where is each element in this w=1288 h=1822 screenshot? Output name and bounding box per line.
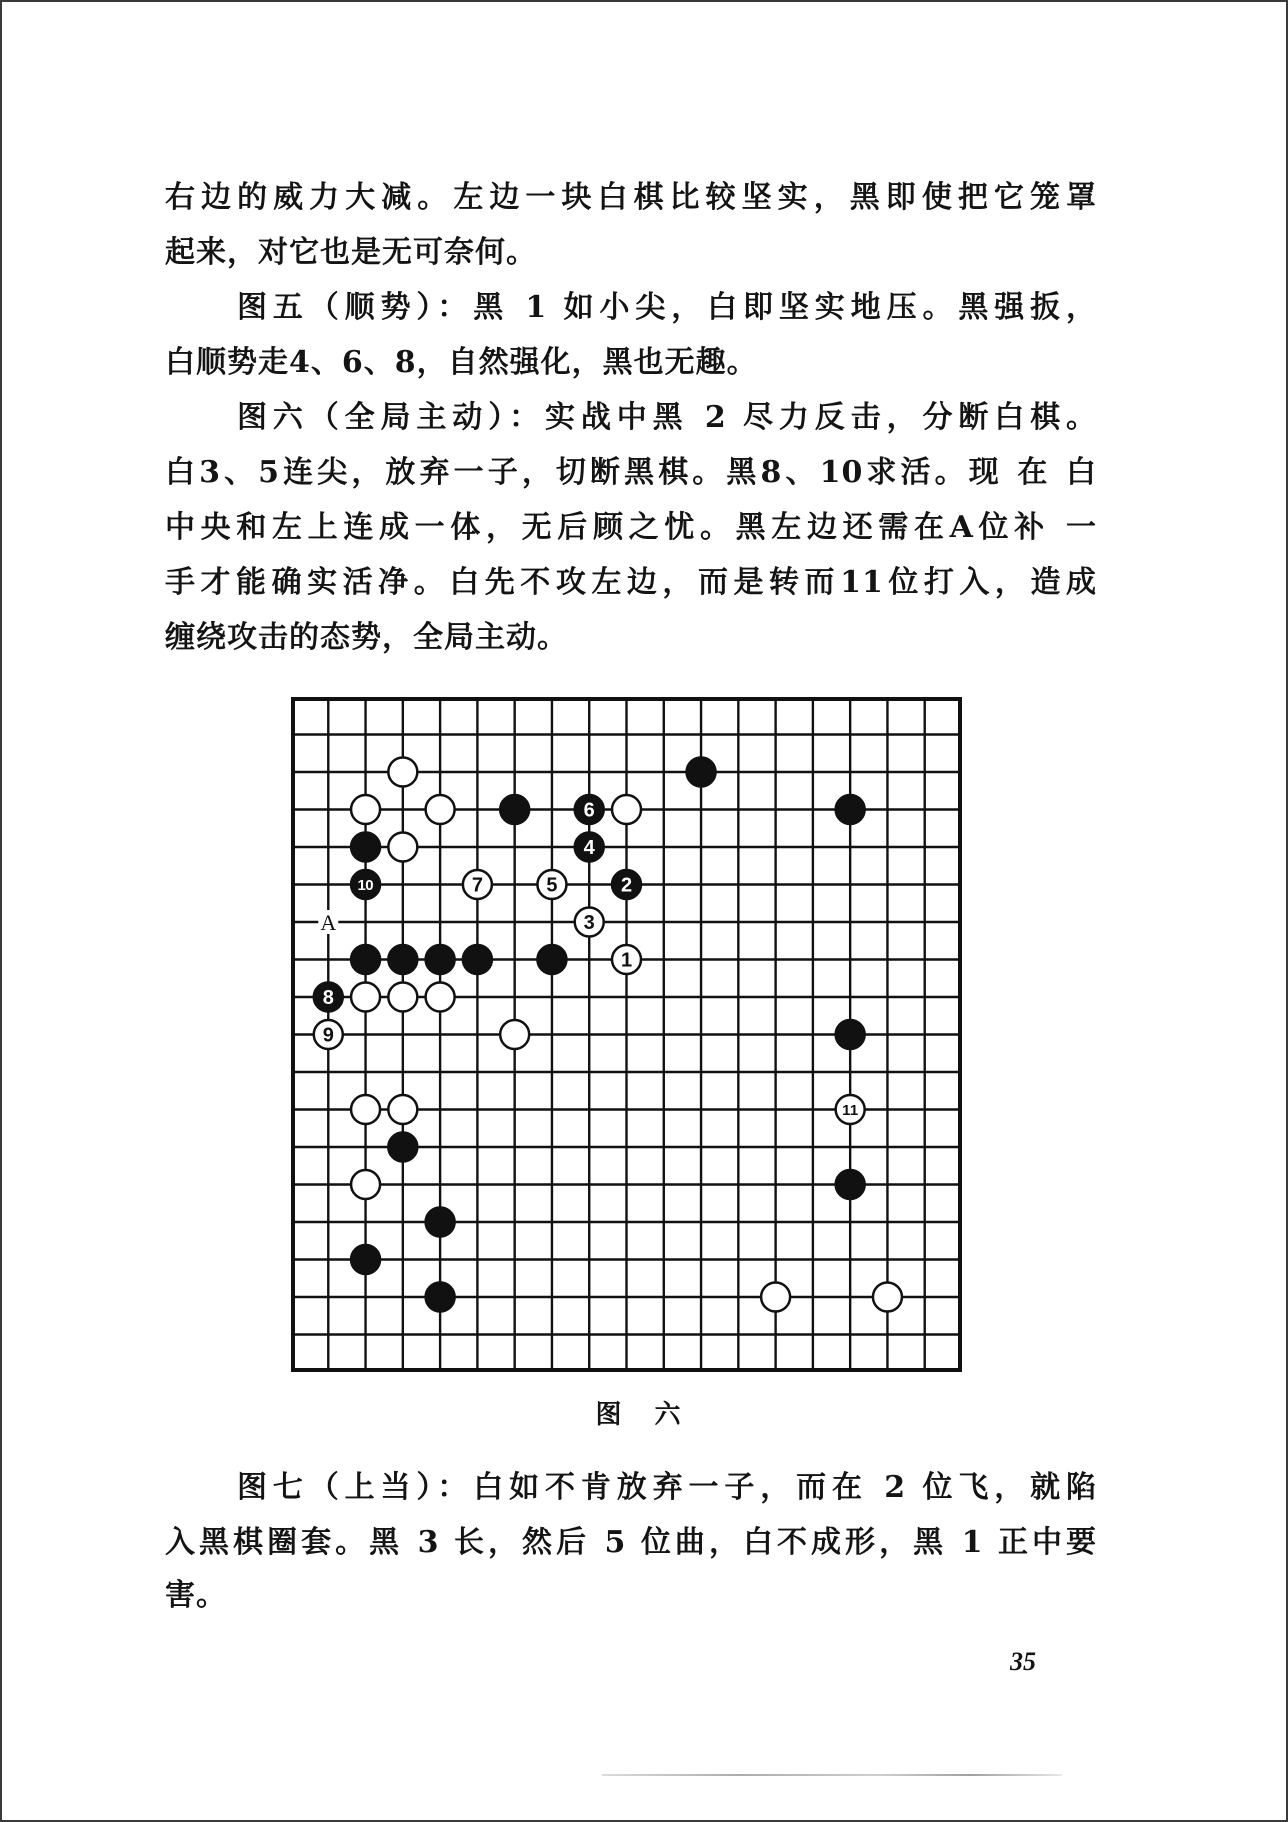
svg-text:10: 10 bbox=[357, 876, 374, 894]
black-stone bbox=[388, 945, 417, 974]
black-stone-2 bbox=[612, 870, 641, 899]
white-stone bbox=[351, 1095, 380, 1124]
svg-text:7: 7 bbox=[471, 874, 483, 897]
svg-text:8: 8 bbox=[322, 987, 334, 1010]
scan-artifact-line bbox=[602, 1774, 1062, 1776]
black-stone bbox=[836, 795, 865, 824]
black-stone bbox=[426, 1283, 455, 1312]
figure-caption: 图 六 bbox=[595, 1400, 693, 1430]
black-stone bbox=[351, 833, 380, 862]
paragraph-2-line-1: 图五（顺势）：黑 1 如小尖，白即坚实地压。黑强扳， bbox=[237, 290, 1097, 325]
svg-text:9: 9 bbox=[322, 1024, 334, 1047]
white-stone-5 bbox=[537, 870, 566, 899]
page-number: 35 bbox=[1010, 1647, 1036, 1676]
white-stone-7 bbox=[463, 870, 492, 899]
svg-text:11: 11 bbox=[842, 1101, 859, 1119]
white-stone bbox=[426, 983, 455, 1012]
paragraph-3-line-1: 图六（全局主动）：实战中黑 2 尽力反击，分断白棋。 bbox=[237, 400, 1097, 435]
paragraph-1-line-1: 右边的威力大减。左边一块白棋比较坚实，黑即使把它笼罩 bbox=[165, 180, 1097, 215]
paragraph-3-line-4: 手才能确实活净。白先不攻左边，而是转而11位打入，造成 bbox=[165, 565, 1097, 600]
black-stone bbox=[463, 945, 492, 974]
white-stone bbox=[500, 1020, 529, 1049]
black-stone bbox=[388, 1133, 417, 1162]
black-stone-10 bbox=[351, 870, 380, 899]
white-stone-3 bbox=[575, 908, 604, 937]
svg-text:3: 3 bbox=[583, 912, 595, 935]
svg-text:5: 5 bbox=[546, 874, 558, 897]
paragraph-4-line-3: 害。 bbox=[165, 1578, 227, 1613]
black-stone bbox=[687, 758, 716, 787]
black-stone-6 bbox=[575, 795, 604, 824]
white-stone bbox=[351, 795, 380, 824]
black-stone bbox=[426, 1208, 455, 1237]
book-page bbox=[2, 2, 1286, 1820]
paragraph-3-line-3: 中央和左上连成一体，无后顾之忧。黑左边还需在A位补 一 bbox=[165, 510, 1097, 545]
svg-text:1: 1 bbox=[620, 949, 633, 972]
white-stone bbox=[388, 1095, 417, 1124]
white-stone bbox=[388, 983, 417, 1012]
paragraph-4-line-2: 入黑棋圈套。黑 3 长，然后 5 位曲，白不成形，黑 1 正中要 bbox=[165, 1525, 1097, 1560]
white-stone-11 bbox=[836, 1095, 865, 1124]
white-stone bbox=[426, 795, 455, 824]
white-stone bbox=[873, 1283, 902, 1312]
white-stone bbox=[351, 1170, 380, 1199]
white-stone-9 bbox=[314, 1020, 343, 1049]
black-stone bbox=[351, 1245, 380, 1274]
white-stone bbox=[761, 1283, 790, 1312]
white-stone bbox=[351, 983, 380, 1012]
white-stone bbox=[388, 833, 417, 862]
go-board-svg bbox=[291, 697, 962, 1372]
board-mark-A: A bbox=[320, 910, 337, 935]
svg-text:4: 4 bbox=[583, 837, 595, 860]
black-stone bbox=[836, 1020, 865, 1049]
black-stone bbox=[426, 945, 455, 974]
black-stone bbox=[836, 1170, 865, 1199]
paragraph-3-line-2: 白3、5连尖，放弃一子，切断黑棋。黑8、10求活。现 在 白 bbox=[165, 455, 1097, 490]
paragraph-2-line-2: 白顺势走4、6、8，自然强化，黑也无趣。 bbox=[165, 345, 758, 380]
black-stone-8 bbox=[314, 983, 343, 1012]
paragraph-3-line-5: 缠绕攻击的态势，全局主动。 bbox=[165, 620, 568, 655]
paragraph-4-line-1: 图七（上当）：白如不肯放弃一子，而在 2 位飞，就陷 bbox=[237, 1470, 1097, 1505]
go-board-diagram bbox=[291, 697, 962, 1372]
black-stone bbox=[500, 795, 529, 824]
svg-text:2: 2 bbox=[620, 874, 633, 897]
white-stone-1 bbox=[612, 945, 641, 974]
black-stone bbox=[351, 945, 380, 974]
paragraph-1-line-2: 起来，对它也是无可奈何。 bbox=[165, 235, 537, 270]
black-stone bbox=[537, 945, 566, 974]
white-stone bbox=[612, 795, 641, 824]
svg-text:6: 6 bbox=[583, 799, 595, 822]
black-stone-4 bbox=[575, 833, 604, 862]
white-stone bbox=[388, 758, 417, 787]
